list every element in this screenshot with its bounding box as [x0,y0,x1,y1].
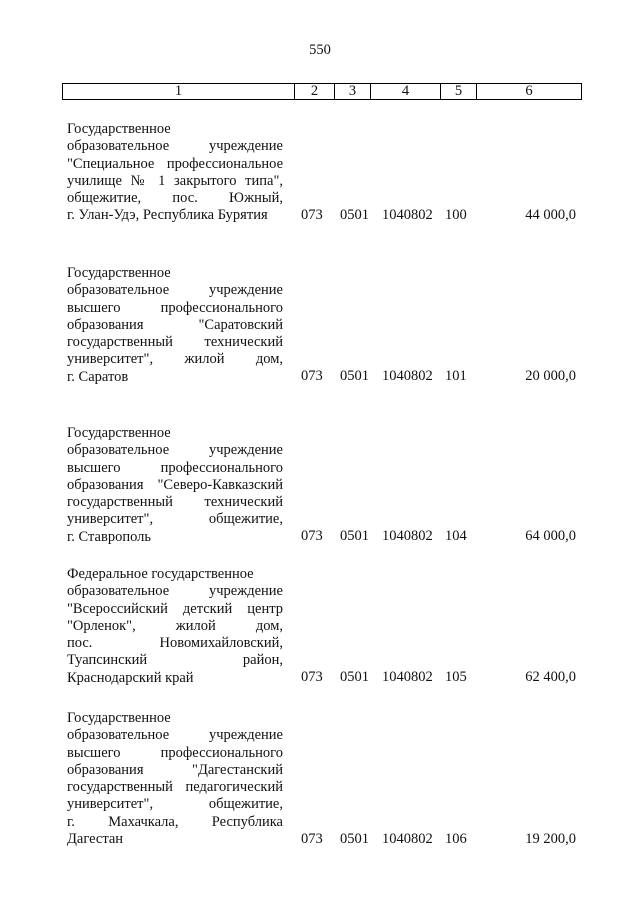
description-line: Дагестан [67,831,124,848]
description-line: университет", жилой дом, [67,351,283,368]
description-line: образовательное учреждение [67,583,283,600]
code-col-3: 0501 [340,831,369,847]
code-col-5: 105 [445,669,467,685]
code-col-4: 1040802 [382,669,433,685]
description-line: высшего профессионального [67,299,283,316]
code-col-5: 101 [445,368,467,384]
page-number: 550 [309,42,331,58]
column-header-3: 3 [335,84,371,99]
code-col-4: 1040802 [382,207,433,223]
amount-col-6: 20 000,0 [525,368,576,384]
institution-description [67,566,283,687]
code-col-3: 0501 [340,368,369,384]
institution-description [67,265,283,386]
column-header-6: 6 [525,83,533,99]
description-line: университет", общежитие, [67,796,283,813]
table-header-row [62,83,582,100]
column-header-4: 4 [371,84,441,99]
code-col-2: 073 [301,669,323,685]
description-line: университет", общежитие, [67,511,283,528]
description-line: г. Саратов [67,368,129,385]
column-header-1: 1 [63,84,295,99]
description-line: государственный технический [67,334,283,351]
description-line: Государственное [67,265,171,281]
description-line: "Специальное профессиональное [67,155,283,172]
code-col-4: 1040802 [382,528,433,544]
description-line: образовательное учреждение [67,138,283,155]
description-line: училище № 1 закрытого типа", [67,172,283,189]
column-header-2: 2 [295,84,335,99]
description-line: пос. Новомихайловский, [67,635,283,652]
code-col-5: 100 [445,207,467,223]
amount-col-6: 62 400,0 [525,669,576,685]
code-col-3: 0501 [340,207,369,223]
description-line: высшего профессионального [67,744,283,761]
description-line: "Орленок", жилой дом, [67,617,283,634]
code-col-5: 106 [445,831,467,847]
column-header-5: 5 [441,84,477,99]
description-line: образовательное учреждение [67,727,283,744]
code-col-2: 073 [301,528,323,544]
code-col-4: 1040802 [382,368,433,384]
amount-col-6: 44 000,0 [525,207,576,223]
description-line: государственный технический [67,494,283,511]
description-line: образования "Саратовский [67,316,283,333]
institution-description [67,121,283,225]
description-line: Государственное [67,121,171,137]
description-line: образовательное учреждение [67,442,283,459]
description-line: государственный педагогический [67,779,283,796]
code-col-3: 0501 [340,669,369,685]
code-col-2: 073 [301,831,323,847]
description-line: высшего профессионального [67,459,283,476]
description-line: Государственное [67,710,171,726]
code-col-3: 0501 [340,528,369,544]
institution-description [67,710,283,848]
amount-col-6: 64 000,0 [525,528,576,544]
description-line: г. Улан-Удэ, Республика Бурятия [67,207,268,224]
description-line: Краснодарский край [67,669,194,686]
description-line: "Всероссийский детский центр [67,600,283,617]
description-line: образования "Дагестанский [67,761,283,778]
description-line: Государственное [67,425,171,441]
description-line: Федеральное государственное [67,566,254,582]
description-line: образовательное учреждение [67,282,283,299]
institution-description [67,425,283,546]
description-line: г. Махачкала, Республика [67,813,283,830]
description-line: Туапсинский район, [67,652,283,669]
amount-col-6: 19 200,0 [525,831,576,847]
description-line: общежитие, пос. Южный, [67,190,283,207]
description-line: образования "Северо-Кавказский [67,476,283,493]
code-col-4: 1040802 [382,831,433,847]
code-col-2: 073 [301,368,323,384]
code-col-5: 104 [445,528,467,544]
description-line: г. Ставрополь [67,528,152,545]
code-col-2: 073 [301,207,323,223]
